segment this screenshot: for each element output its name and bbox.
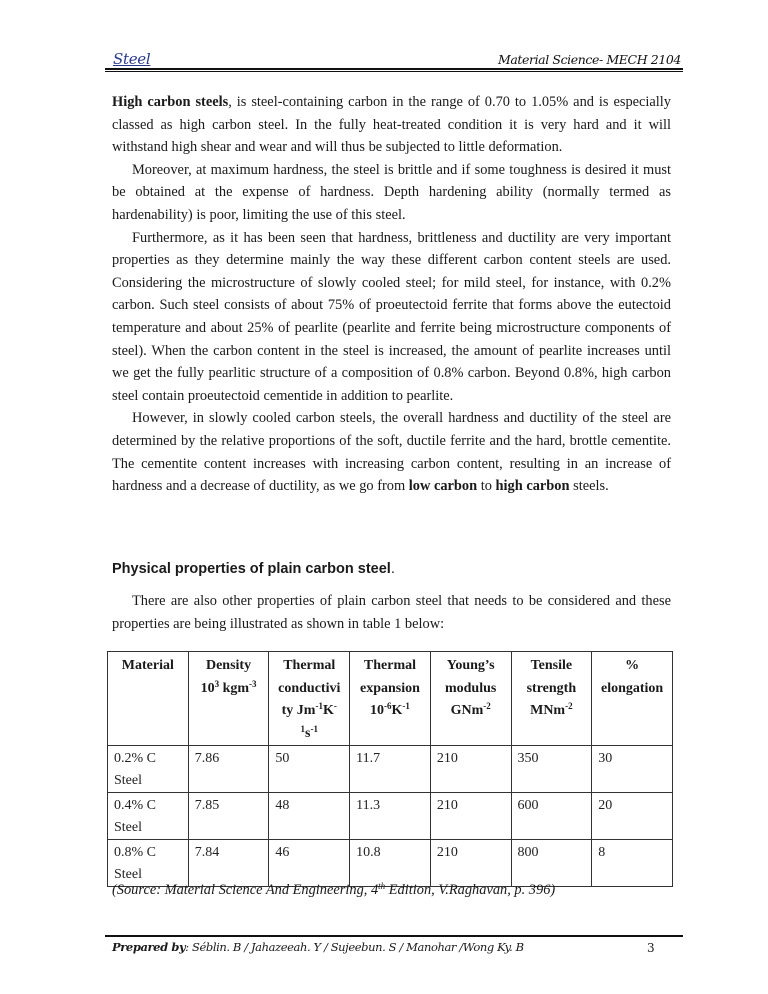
section-heading-punct: .	[390, 561, 395, 577]
col-material: Material	[108, 652, 189, 746]
col-elongation: % elongation	[592, 652, 673, 746]
table-row	[108, 746, 673, 793]
author-names: : Séblin. B / Jahazeeah. Y / Sujeebun. S / Manohar /Wong Ky. B	[185, 940, 524, 954]
cell-material: 0.8% C Steel	[108, 840, 189, 887]
cell-elongation: 20	[592, 793, 673, 840]
paragraph-text: However, in slowly cooled carbon steels, the overall hardness and ductility of the steel are determined by the relative proportions of the soft, ductile ferrite and the hard, brottle cementite. The cementite content increases with increasing carbon content, resulting in an increase of hardness and a decrease of ductility, as we go from	[112, 410, 671, 495]
paragraph-hardness: Moreover, at maximum hardness, the steel is brittle and if some toughness is desired it must be obtained at the expense of hardness. Depth hardening ability (normally termed as hardenability) is poor, limiting the use of this steel.	[112, 161, 671, 223]
table-header-row	[108, 652, 673, 746]
page-header	[105, 48, 683, 68]
cell-thermal-conductivity: 46	[269, 840, 350, 887]
cell-thermal-expansion: 10.8	[350, 840, 431, 887]
cell-elongation: 30	[592, 746, 673, 793]
paragraph-text: , is steel-containing carbon in the range of 0.70 to 1.05% and is especially classed as high carbon steel. In the fully heat-treated condition it is very hard and it will withstand high shear and wear and will thus be subjected to little deformation.	[112, 94, 671, 156]
cell-density: 7.84	[188, 840, 269, 887]
header-title: Steel	[113, 50, 151, 68]
header-rule-thin	[105, 71, 683, 72]
table-row	[108, 793, 673, 840]
paragraph-high-carbon	[112, 91, 671, 159]
cell-tensile-strength: 800	[511, 840, 592, 887]
col-tensile-strength: Tensile strength MNm$^{-2}$	[511, 652, 592, 746]
cell-thermal-conductivity: 48	[269, 793, 350, 840]
col-thermal-conductivity: Thermal conductivi ty $Jm^{-1}K^-$ $^1s^{-1}$	[269, 652, 350, 746]
paragraph-ductility	[112, 407, 671, 497]
cell-material: 0.4% C Steel	[108, 793, 189, 840]
footer-authors	[112, 940, 524, 954]
col-youngs-modulus: Young’s modulus GNm$^{-2}$	[430, 652, 511, 746]
table-row	[108, 840, 673, 887]
section-heading-text: Physical properties of plain carbon steel	[112, 561, 391, 577]
paragraph-text: steels.	[569, 478, 609, 495]
properties-table	[107, 651, 673, 887]
term-high-carbon: high carbon	[495, 478, 570, 495]
col-density: Density $10^3$ kgm$^{-3}$	[188, 652, 269, 746]
prepared-by-label: Prepared by	[112, 940, 186, 954]
cell-youngs-modulus: 210	[430, 746, 511, 793]
cell-density: 7.86	[188, 746, 269, 793]
intro-paragraph: There are also other properties of plain carbon steel that needs to be considered and these properties are being illustrated as shown in table 1 below:	[112, 593, 671, 632]
paragraph-microstructure: Furthermore, as it has been seen that hardness, brittleness and ductility are very important properties as they determine mainly the way these different carbon content steels are used. Considering the microstructure of slowly cooled steel; for mild steel, for instance, with 0.2% carbon. Such steel consists of about 75% of proeutectoid ferrite that forms above the eutectoid temperature and about 25% of pearlite (pearlite and ferrite being microstructure components of steel). When the carbon content in the steel is increased, the amount of pearlite increases until we get the fully pearlitic structure of a composition of 0.8% carbon. Beyond 0.8%, high carbon steel contain proeutectoid cementide in addition to pearlite.	[112, 229, 671, 404]
cell-elongation: 8	[592, 840, 673, 887]
body-text	[112, 91, 671, 498]
section-intro	[112, 590, 671, 635]
header-rule-thick	[105, 68, 683, 70]
cell-thermal-expansion: 11.7	[350, 746, 431, 793]
section-heading	[112, 561, 395, 577]
cell-youngs-modulus: 210	[430, 793, 511, 840]
paragraph-text: to	[477, 478, 496, 495]
footer-rule	[105, 935, 683, 937]
cell-thermal-expansion: 11.3	[350, 793, 431, 840]
page-number: 3	[647, 941, 655, 955]
cell-tensile-strength: 600	[511, 793, 592, 840]
cell-thermal-conductivity: 50	[269, 746, 350, 793]
table-source-citation: (Source: Material Science And Engineering, 4th Edition, V.Raghavan, p. 396)	[112, 881, 556, 898]
cell-material: 0.2% C Steel	[108, 746, 189, 793]
header-course: Material Science- MECH 2104	[497, 52, 681, 67]
term-high-carbon-steels: High carbon steels	[112, 94, 229, 110]
col-thermal-expansion: Thermal expansion $10^{-6}K^{-1}$	[350, 652, 431, 746]
cell-tensile-strength: 350	[511, 746, 592, 793]
term-low-carbon: low carbon	[408, 478, 478, 495]
cell-youngs-modulus: 210	[430, 840, 511, 887]
cell-density: 7.85	[188, 793, 269, 840]
